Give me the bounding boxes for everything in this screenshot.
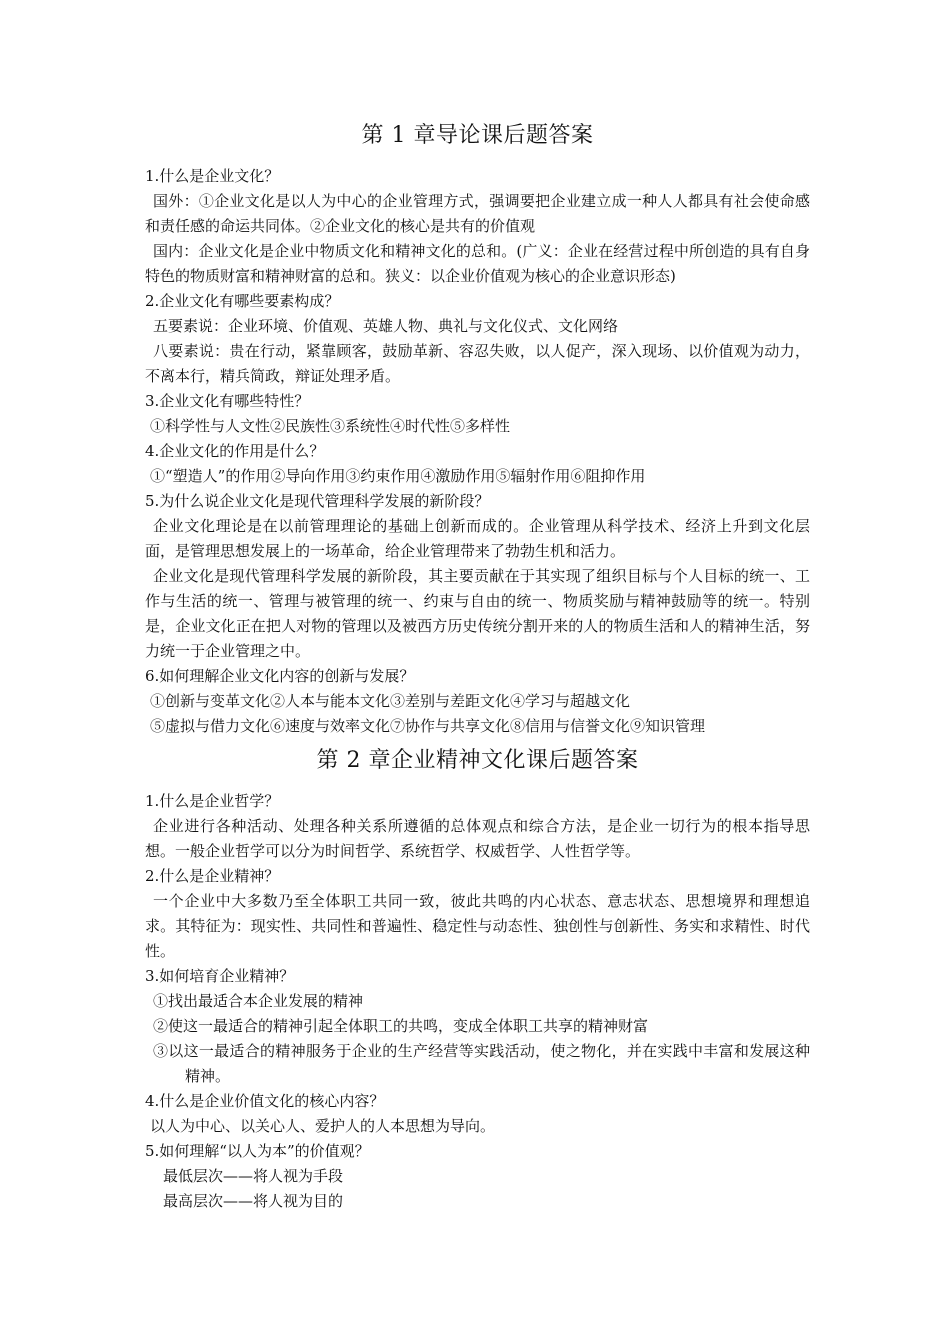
ch2-question-5: 5.如何理解“以人为本”的价值观？ bbox=[145, 1142, 370, 1160]
ch1-answer-5-para-2: 企业文化是现代管理科学发展的新阶段，其主要贡献在于其实现了组织目标与个人目标的统一、工作与生活的统一、管理与被管理的统一、约束与自由的统一、物质奖励与精神鼓励等的统一。特别是，企业文化正在把人对物的管理以及被西方历史传统分割开来的人的物质生活和人的精神生活，努力统一于企业管理之中。 bbox=[145, 567, 810, 660]
ch1-question-6: 6.如何理解企业文化内容的创新与发展？ bbox=[145, 667, 415, 685]
ch2-answer-1: 企业进行各种活动、处理各种关系所遵循的总体观点和综合方法，是企业一切行为的根本指导思想。一般企业哲学可以分为时间哲学、系统哲学、权威哲学、人性哲学等。 bbox=[145, 817, 810, 860]
chapter-2-title: 第 2 章企业精神文化课后题答案 bbox=[316, 748, 639, 773]
ch2-question-4: 4.什么是企业价值文化的核心内容？ bbox=[145, 1092, 385, 1110]
chapter-1-title: 第 1 章导论课后题答案 bbox=[361, 123, 594, 148]
ch1-answer-1-foreign: 国外：①企业文化是以人为中心的企业管理方式，强调要把企业建立成一种人人都具有社会使命感和责任感的命运共同体。②企业文化的核心是共有的价值观 bbox=[145, 192, 810, 235]
document-page bbox=[145, 118, 810, 1214]
ch2-answer-4: 以人为中心、以关心人、爱护人的人本思想为导向。 bbox=[150, 1117, 496, 1135]
ch1-question-2: 2.企业文化有哪些要素构成？ bbox=[145, 292, 340, 310]
ch2-answer-3-step-1: ①找出最适合本企业发展的精神 bbox=[153, 992, 364, 1010]
ch1-answer-3: ①科学性与人文性②民族性③系统性④时代性⑤多样性 bbox=[150, 417, 511, 435]
ch2-question-1: 1.什么是企业哲学？ bbox=[145, 792, 280, 810]
ch1-question-3: 3.企业文化有哪些特性？ bbox=[145, 392, 310, 410]
ch1-question-5: 5.为什么说企业文化是现代管理科学发展的新阶段？ bbox=[145, 492, 490, 510]
ch1-answer-4: ①“塑造人”的作用②导向作用③约束作用④激励作用⑤辐射作用⑥阻抑作用 bbox=[150, 467, 646, 485]
ch1-answer-2-five: 五要素说：企业环境、价值观、英雄人物、典礼与文化仪式、文化网络 bbox=[153, 317, 619, 335]
ch1-answer-6-line-1: ①创新与变革文化②人本与能本文化③差别与差距文化④学习与超越文化 bbox=[150, 692, 631, 710]
ch1-question-1: 1.什么是企业文化？ bbox=[145, 167, 280, 185]
ch2-answer-3-step-2: ②使这一最适合的精神引起全体职工的共鸣，变成全体职工共享的精神财富 bbox=[153, 1017, 649, 1035]
ch2-answer-3-step-3: ③以这一最适合的精神服务于企业的生产经营等实践活动，使之物化，并在实践中丰富和发展这种精神。 bbox=[153, 1042, 810, 1085]
ch1-answer-5-para-1: 企业文化理论是在以前管理理论的基础上创新而成的。企业管理从科学技术、经济上升到文化层面，是管理思想发展上的一场革命，给企业管理带来了勃勃生机和活力。 bbox=[145, 517, 810, 560]
ch2-answer-2: 一个企业中大多数乃至全体职工共同一致，彼此共鸣的内心状态、意志状态、思想境界和理想追求。其特征为：现实性、共同性和普遍性、稳定性与动态性、独创性与创新性、务实和求精性、时代性。 bbox=[145, 892, 810, 960]
ch2-question-3: 3.如何培育企业精神？ bbox=[145, 967, 295, 985]
ch1-answer-6-line-2: ⑤虚拟与借力文化⑥速度与效率文化⑦协作与共享文化⑧信用与信誉文化⑨知识管理 bbox=[150, 717, 706, 735]
ch2-answer-5-highest: 最高层次——将人视为目的 bbox=[163, 1192, 344, 1210]
ch1-answer-1-domestic: 国内：企业文化是企业中物质文化和精神文化的总和。(广义：企业在经营过程中所创造的具有自身特色的物质财富和精神财富的总和。狭义：以企业价值观为核心的企业意识形态) bbox=[145, 242, 810, 285]
ch2-answer-5-lowest: 最低层次——将人视为手段 bbox=[163, 1167, 344, 1185]
ch2-question-2: 2.什么是企业精神？ bbox=[145, 867, 280, 885]
ch1-question-4: 4.企业文化的作用是什么？ bbox=[145, 442, 325, 460]
ch1-answer-2-eight: 八要素说：贵在行动，紧靠顾客，鼓励革新、容忍失败，以人促产，深入现场、以价值观为动力，不离本行，精兵简政，辩证处理矛盾。 bbox=[145, 342, 810, 385]
